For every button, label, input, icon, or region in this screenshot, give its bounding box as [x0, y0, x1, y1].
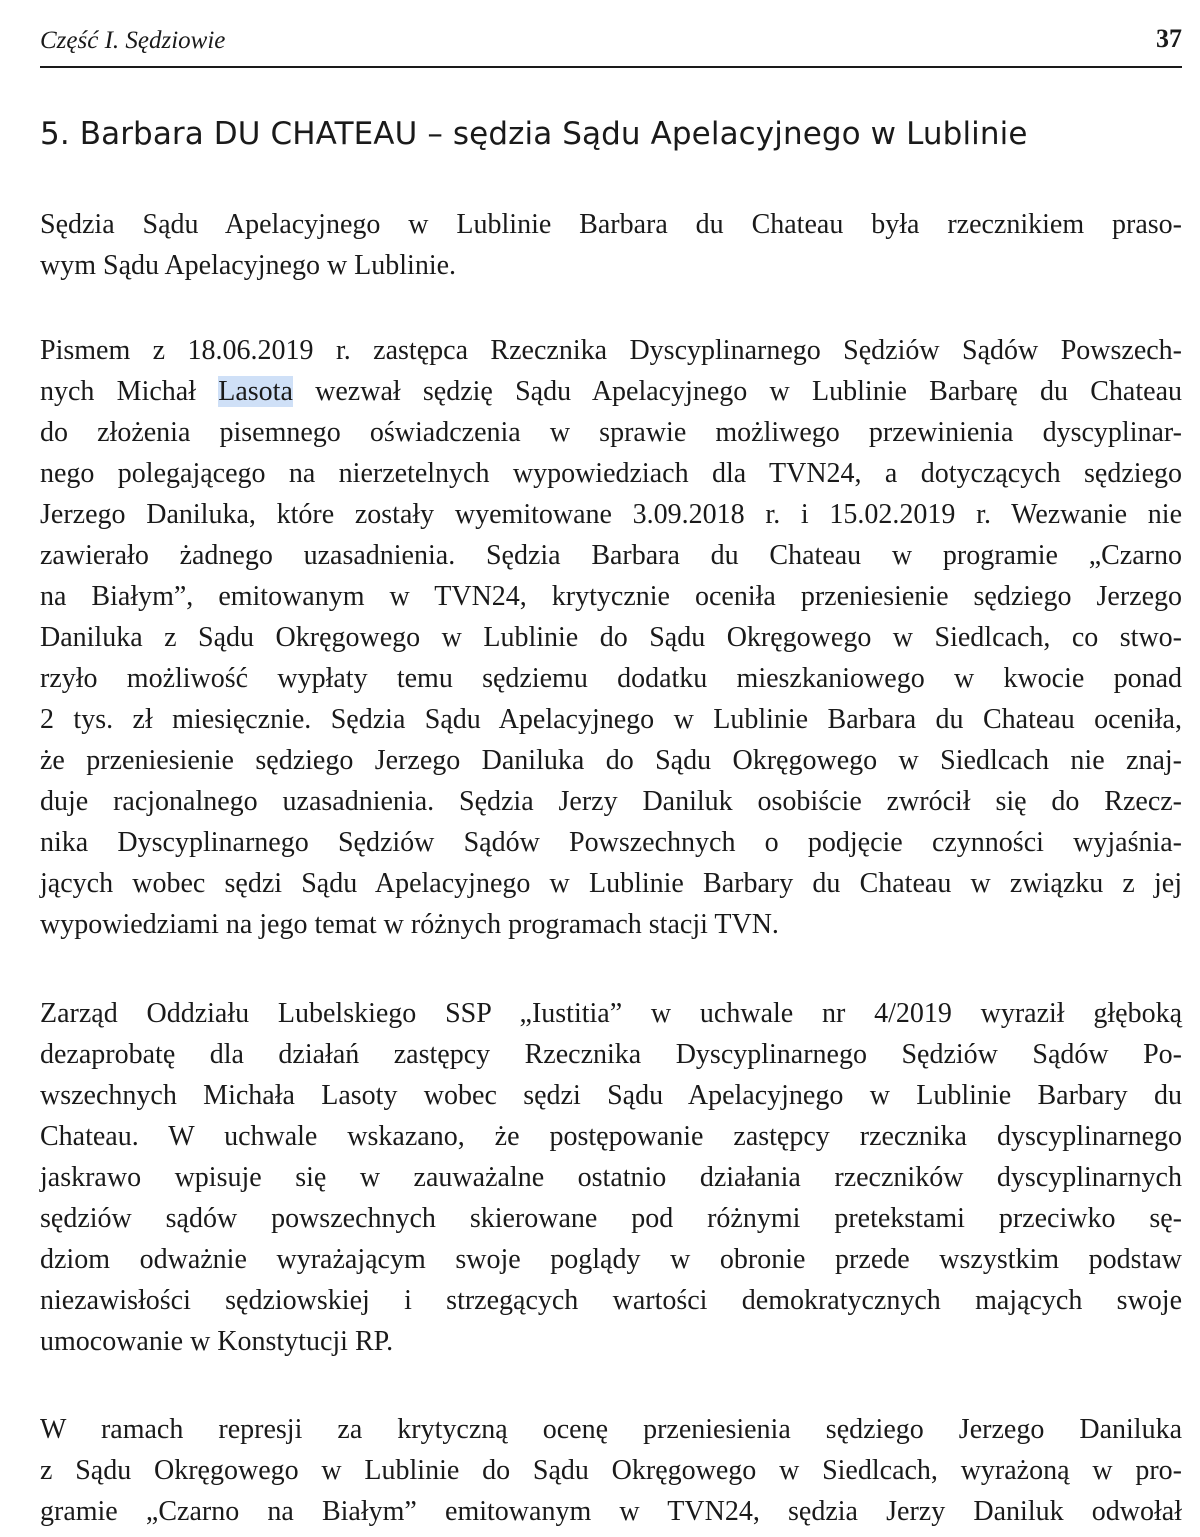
text-line: wypowiedziami na jego temat w różnych programach stacji TVN. — [40, 909, 779, 940]
text-line: rzyło możliwość wypłaty temu sędziemu dodatku mieszkaniowego w kwocie ponad — [40, 663, 1182, 694]
paragraph-2 — [40, 330, 1182, 945]
text-line: Zarząd Oddziału Lubelskiego SSP „Iustitia” w uchwale nr 4/2019 wyraził głęboką — [40, 998, 1182, 1029]
text-line: jących wobec sędzi Sądu Apelacyjnego w Lublinie Barbary du Chateau w związku z jej — [40, 868, 1182, 899]
text-fragment: wezwał sędzię Sądu Apelacyjnego w Lublinie Barbarę du Chateau — [292, 376, 1182, 407]
text-line-with-selection — [40, 371, 1182, 412]
selected-text[interactable]: Lasota — [218, 376, 293, 407]
text-line: Daniluka z Sądu Okręgowego w Lublinie do Sądu Okręgowego w Siedlcach, co stwo- — [40, 622, 1182, 653]
text-line: sędziów sądów powszechnych skierowane pod różnymi pretekstami przeciwko sę- — [40, 1203, 1182, 1234]
text-line: W ramach represji za krytyczną ocenę przeniesienia sędziego Jerzego Daniluka — [40, 1414, 1182, 1445]
text-line: dziom odważnie wyrażającym swoje poglądy w obronie przede wszystkim podstaw — [40, 1244, 1182, 1275]
text-line: Sędzia Sądu Apelacyjnego w Lublinie Barbara du Chateau była rzecznikiem praso- — [40, 209, 1182, 240]
page-number: 37 — [1156, 24, 1182, 53]
text-line: Pismem z 18.06.2019 r. zastępca Rzecznika Dyscyplinarnego Sędziów Sądów Powszech- — [40, 335, 1182, 366]
text-line: duje racjonalnego uzasadnienia. Sędzia Jerzy Daniluk osobiście zwrócił się do Rzecz- — [40, 786, 1182, 817]
page-header — [40, 22, 1182, 68]
text-line: dezaprobatę dla działań zastępcy Rzecznika Dyscyplinarnego Sędziów Sądów Po- — [40, 1039, 1182, 1070]
text-line: umocowanie w Konstytucji RP. — [40, 1326, 394, 1357]
section-heading: 5. Barbara DU CHATEAU – sędzia Sądu Apelacyjnego w Lublinie — [40, 116, 1028, 152]
text-line: 2 tys. zł miesięcznie. Sędzia Sądu Apelacyjnego w Lublinie Barbara du Chateau oceniła, — [40, 704, 1182, 735]
text-line: nika Dyscyplinarnego Sędziów Sądów Powszechnych o podjęcie czynności wyjaśnia- — [40, 827, 1182, 858]
text-line: niezawisłości sędziowskiej i strzegących wartości demokratycznych mających swoje — [40, 1285, 1182, 1316]
paragraph-3 — [40, 993, 1182, 1362]
text-line: gramie „Czarno na Białym” emitowanym w TVN24, sędzia Jerzy Daniluk odwołał — [40, 1496, 1182, 1527]
text-line: Jerzego Daniluka, które zostały wyemitowane 3.09.2018 r. i 15.02.2019 r. Wezwanie nie — [40, 499, 1182, 530]
text-line: do złożenia pisemnego oświadczenia w sprawie możliwego przewinienia dyscyplinar- — [40, 417, 1182, 448]
text-line: wym Sądu Apelacyjnego w Lublinie. — [40, 250, 457, 281]
paragraph-4 — [40, 1409, 1182, 1532]
text-line: Chateau. W uchwale wskazano, że postępowanie zastępcy rzecznika dyscyplinarnego — [40, 1121, 1182, 1152]
paragraph-1 — [40, 204, 1182, 286]
text-line: jaskrawo wpisuje się w zauważalne ostatnio działania rzeczników dyscyplinarnych — [40, 1162, 1182, 1193]
running-title: Część I. Sędziowie — [40, 27, 226, 54]
text-line: na Białym”, emitowanym w TVN24, krytycznie oceniła przeniesienie sędziego Jerzego — [40, 581, 1182, 612]
text-line: nego polegającego na nierzetelnych wypowiedziach dla TVN24, a dotyczących sędziego — [40, 458, 1182, 489]
text-fragment: nych Michał — [40, 376, 219, 407]
text-line: zawierało żadnego uzasadnienia. Sędzia Barbara du Chateau w programie „Czarno — [40, 540, 1182, 571]
text-line: że przeniesienie sędziego Jerzego Daniluka do Sądu Okręgowego w Siedlcach nie znaj- — [40, 745, 1182, 776]
text-line: wszechnych Michała Lasoty wobec sędzi Sądu Apelacyjnego w Lublinie Barbary du — [40, 1080, 1182, 1111]
text-line: z Sądu Okręgowego w Lublinie do Sądu Okręgowego w Siedlcach, wyrażoną w pro- — [40, 1455, 1182, 1486]
